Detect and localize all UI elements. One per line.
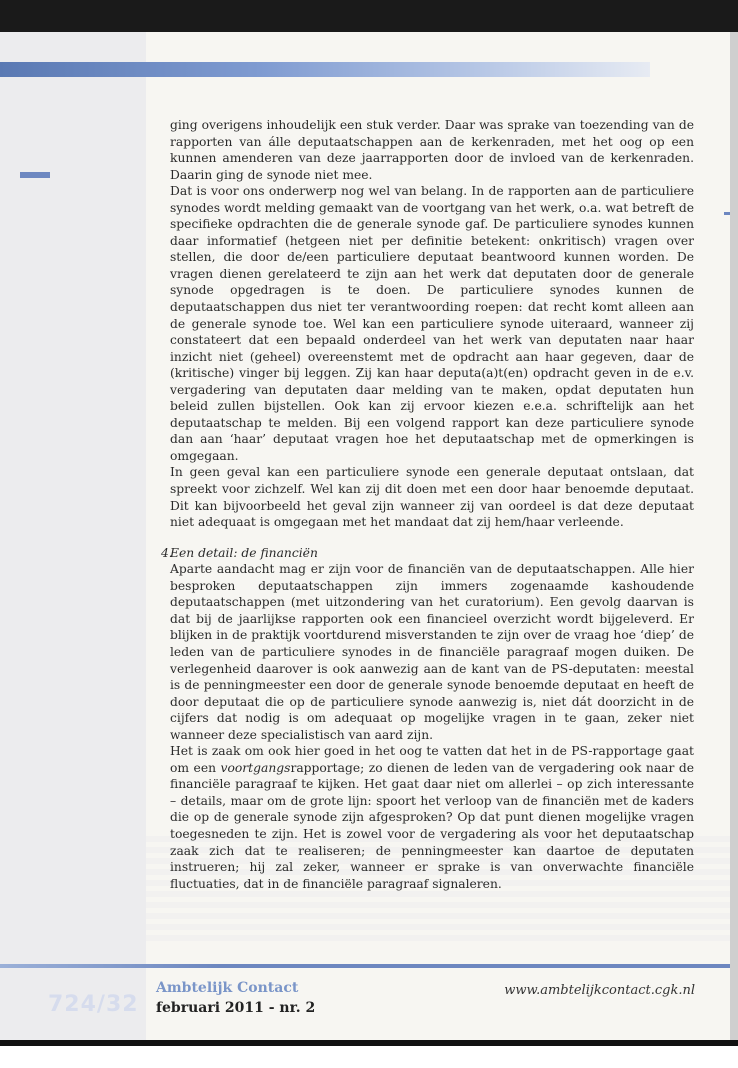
article-body: [161, 117, 695, 892]
website-url: www.ambtelijkcontact.cgk.nl: [504, 983, 695, 998]
right-margin-tick: [724, 212, 730, 215]
magazine-title: Ambtelijk Contact: [156, 980, 299, 996]
section-number: 4.: [161, 545, 173, 560]
scan-top-edge: [0, 0, 738, 32]
page-number: 724/32: [48, 992, 139, 1017]
paragraph: In geen geval kan een particuliere synode een generale deputaat ontslaan, dat spreekt voor zichzelf. Wel kan zij dit doen met een door haar benoemde deputaat. Dit kan bijvoorbeeld het geval zijn wanneer zij van oordeel is dat deze deputaat niet adequaat is omgegaan met het mandaat dat zij hem/haar verleende.: [170, 465, 694, 530]
section-heading: [161, 545, 694, 562]
left-margin-strip: [0, 32, 146, 1040]
section-title: Een detail: de financiën: [170, 545, 318, 560]
top-color-band: [0, 62, 650, 77]
paragraph: ging overigens inhoudelijk een stuk verder. Daar was sprake van toezending van de rapporten van álle deputaatschappen aan de kerkenraden, met het oog op een kunnen amenderen van deze jaarrapporten door de invloed van de kerkenraden. Daarin ging de synode niet mee.: [170, 118, 694, 182]
issue-label: februari 2011 - nr. 2: [156, 1000, 316, 1016]
paragraph: Aparte aandacht mag er zijn voor de financiën van de deputaatschappen. Alle hier besproken deputaatschappen zijn immers zogenaamde kashoudende deputaatschappen (met uitzondering van het curatorium). Een gevolg daarvan is dat bij de jaarlijkse rapporten ook een financieel overzicht wordt bijgeleverd. Er blijken in de praktijk voortdurend misverstanden te zijn over de vraag hoe ‘diep’ de leden van de particuliere synodes in de financiële paragraaf mogen duiken. De verlegenheid daarover is ook aanwezig aan de kant van de PS-deputaten: meestal is de penningmeester een door de generale synode benoemde deputaat en heeft de door deputaat die op de particuliere synode aanwezig is, niet dát doorzicht in de cijfers dat nodig is om adequaat op mogelijke vragen in te gaan, zeker niet wanneer deze specialistisch van aard zijn.: [170, 562, 694, 742]
left-margin-marker: [20, 172, 50, 178]
paragraph: Dat is voor ons onderwerp nog wel van belang. In de rapporten aan de particuliere synodes wordt melding gemaakt van de voortgang van het werk, o.a. wat betreft de specifieke opdrachten die de generale synode gaf. De particuliere synodes kunnen daar informatief (hetgeen niet per definitie betekent: onkritisch) vragen over stellen, die door de/een particuliere deputaat beantwoord kunnen worden. De vragen dienen gerelateerd te zijn aan het werk dat deputaten door de generale synode opgedragen is te doen. De particuliere synodes kunnen de deputaatschappen dus niet ter verantwoording roepen: dat recht komt alleen aan de generale synode toe. Wel kan een particuliere synode uiteraard, wanneer zij constateert dat een bepaald onderdeel van het werk van deputaten naar haar inzicht niet (geheel) overeenstemt met de opdracht aan haar gegeven, daar de (kritische) vinger bij leggen. Zij kan haar deputa(a)t(en) opdracht geven in de e.v. vergadering van deputaten daar melding van te maken, opdat deputaten hun beleid zullen bijstellen. Ook kan zij ervoor kiezen e.e.a. schriftelijk aan het deputaatschap te melden. Bij een volgend rapport kan deze particuliere synode dan aan ‘haar’ deputaat vragen hoe het deputaatschap met de opmerkingen is omgegaan.: [170, 184, 694, 463]
scan-bottom-margin: [0, 1046, 738, 1068]
footer-color-band: [0, 964, 730, 968]
paragraph: Het is zaak om ook hier goed in het oog te vatten dat het in de PS-rapportage gaat om een voortgangsrapportage; zo dienen de leden van de vergadering ook naar de financiële paragraaf te kijken. Het gaat daar niet om allerlei – op zich interessante – details, maar om de grote lijn: spoort het verloop van de financiën met de kaders die op de generale synode zijn afgesproken? Op dat punt dienen mogelijke vragen toegesneden te zijn. Het is zowel voor de vergadering als voor het deputaatschap zaak zich dat te realiseren; de penningmeester kan daartoe de deputaten instrueren; hij zal zeker, wanneer er sprake is van onverwachte financiële fluctuaties, dat in de financiële paragraaf signaleren.: [170, 744, 695, 891]
